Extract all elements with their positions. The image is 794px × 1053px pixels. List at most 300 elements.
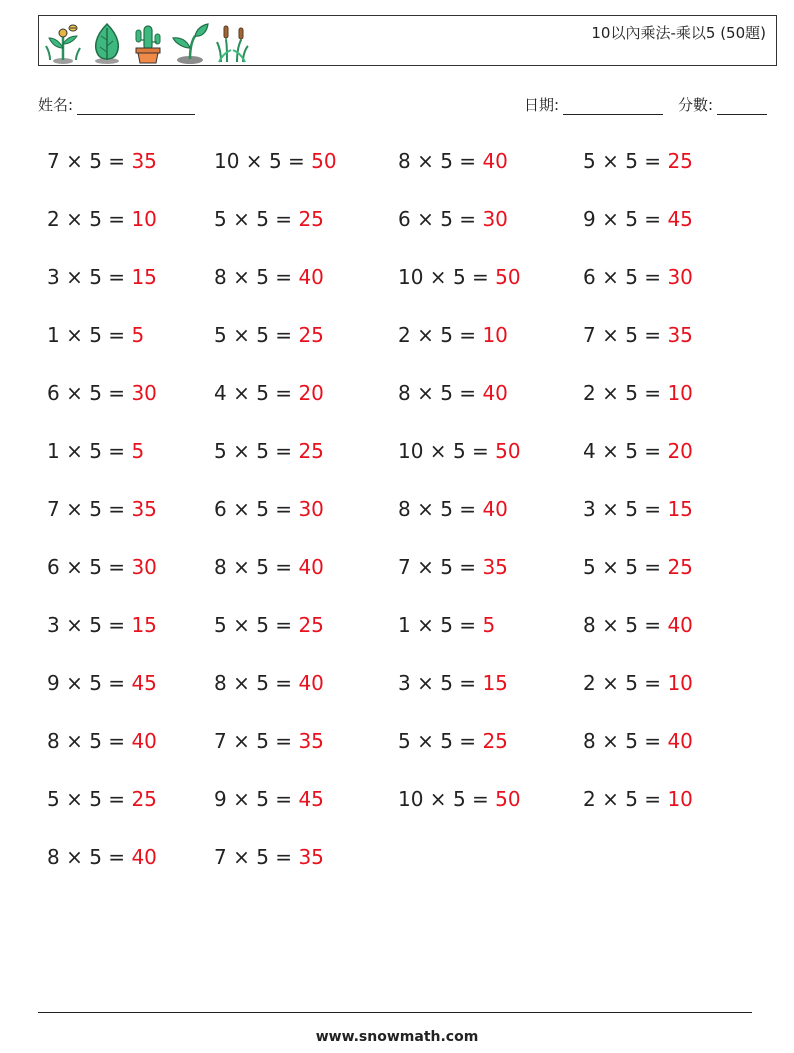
factor-b: 5 (440, 497, 453, 521)
answer: 15 (482, 671, 508, 695)
answer: 20 (298, 381, 324, 405)
equals-sign: = (268, 845, 299, 869)
problem-item (583, 671, 693, 695)
times-sign: × (239, 149, 269, 173)
factor-a: 1 (47, 323, 60, 347)
factor-b: 5 (89, 729, 102, 753)
factor-b: 5 (440, 381, 453, 405)
problem-item (47, 265, 157, 289)
factor-a: 1 (398, 613, 411, 637)
equals-sign: = (452, 323, 483, 347)
answer: 35 (131, 497, 157, 521)
equals-sign: = (268, 729, 299, 753)
factor-b: 5 (89, 207, 102, 231)
factor-b: 5 (440, 671, 453, 695)
answer: 50 (495, 787, 521, 811)
problem-item (398, 497, 508, 521)
factor-b: 5 (89, 787, 102, 811)
equals-sign: = (101, 323, 132, 347)
times-sign: × (59, 381, 90, 405)
factor-a: 10 (214, 149, 240, 173)
equals-sign: = (101, 671, 132, 695)
name-label: 姓名: (38, 96, 74, 114)
answer: 10 (667, 787, 693, 811)
times-sign: × (595, 439, 626, 463)
problem-item (214, 265, 324, 289)
factor-b: 5 (89, 497, 102, 521)
answer: 25 (298, 323, 324, 347)
answer: 30 (667, 265, 693, 289)
times-sign: × (410, 149, 441, 173)
factor-b: 5 (89, 613, 102, 637)
factor-a: 5 (214, 613, 227, 637)
answer: 25 (298, 613, 324, 637)
problem-item (214, 497, 324, 521)
factor-a: 2 (583, 671, 596, 695)
factor-b: 5 (89, 323, 102, 347)
times-sign: × (410, 613, 441, 637)
problem-item (583, 787, 693, 811)
factor-a: 7 (47, 497, 60, 521)
answer: 15 (131, 265, 157, 289)
problem-item (214, 323, 324, 347)
problem-item (583, 207, 693, 231)
equals-sign: = (268, 323, 299, 347)
footer-url: www.snowmath.com (315, 1029, 479, 1045)
factor-a: 2 (583, 381, 596, 405)
problem-item (214, 845, 324, 869)
times-sign: × (595, 729, 626, 753)
answer: 25 (131, 787, 157, 811)
problem-item (214, 439, 324, 463)
factor-b: 5 (89, 555, 102, 579)
times-sign: × (226, 381, 257, 405)
factor-b: 5 (256, 613, 269, 637)
factor-b: 5 (256, 265, 269, 289)
answer: 5 (131, 439, 145, 463)
equals-sign: = (101, 439, 132, 463)
factor-a: 9 (583, 207, 596, 231)
factor-a: 2 (47, 207, 60, 231)
equals-sign: = (101, 497, 132, 521)
times-sign: × (226, 555, 257, 579)
factor-b: 5 (440, 729, 453, 753)
problem-item (214, 729, 324, 753)
answer: 35 (298, 845, 324, 869)
problem-item (583, 729, 693, 753)
answer: 30 (298, 497, 324, 521)
factor-a: 8 (214, 555, 227, 579)
equals-sign: = (268, 207, 299, 231)
equals-sign: = (101, 265, 132, 289)
answer: 25 (298, 439, 324, 463)
answer: 10 (482, 323, 508, 347)
answer: 35 (131, 149, 157, 173)
answer: 40 (298, 265, 324, 289)
problem-item (47, 555, 157, 579)
factor-b: 5 (625, 265, 638, 289)
factor-a: 8 (214, 265, 227, 289)
problem-item (47, 439, 144, 463)
times-sign: × (410, 323, 441, 347)
equals-sign: = (101, 207, 132, 231)
times-sign: × (59, 265, 90, 289)
equals-sign: = (452, 207, 483, 231)
factor-a: 6 (214, 497, 227, 521)
answer: 20 (667, 439, 693, 463)
answer: 40 (667, 613, 693, 637)
times-sign: × (423, 787, 453, 811)
answer: 25 (667, 555, 693, 579)
factor-b: 5 (256, 729, 269, 753)
problem-item (47, 845, 157, 869)
equals-sign: = (101, 845, 132, 869)
date-label: 日期: (524, 96, 560, 114)
equals-sign: = (268, 265, 299, 289)
answer: 10 (667, 671, 693, 695)
problem-item (214, 207, 324, 231)
problem-item (214, 555, 324, 579)
answer: 45 (667, 207, 693, 231)
times-sign: × (59, 439, 90, 463)
factor-b: 5 (256, 787, 269, 811)
times-sign: × (595, 381, 626, 405)
factor-b: 5 (89, 845, 102, 869)
factor-b: 5 (625, 787, 638, 811)
times-sign: × (410, 555, 441, 579)
problem-item (214, 381, 324, 405)
factor-a: 8 (214, 671, 227, 695)
factor-a: 5 (583, 149, 596, 173)
times-sign: × (226, 613, 257, 637)
answer: 35 (667, 323, 693, 347)
factor-a: 8 (398, 149, 411, 173)
factor-a: 8 (47, 729, 60, 753)
equals-sign: = (637, 671, 668, 695)
factor-a: 7 (398, 555, 411, 579)
equals-sign: = (637, 497, 668, 521)
factor-a: 3 (47, 265, 60, 289)
factor-a: 8 (398, 381, 411, 405)
equals-sign: = (268, 555, 299, 579)
times-sign: × (423, 439, 453, 463)
answer: 25 (298, 207, 324, 231)
factor-b: 5 (440, 323, 453, 347)
equals-sign: = (268, 497, 299, 521)
times-sign: × (226, 207, 257, 231)
factor-a: 10 (398, 265, 424, 289)
times-sign: × (226, 497, 257, 521)
answer: 10 (131, 207, 157, 231)
times-sign: × (595, 323, 626, 347)
problem-item (47, 497, 157, 521)
factor-a: 6 (47, 555, 60, 579)
factor-b: 5 (256, 845, 269, 869)
times-sign: × (595, 265, 626, 289)
problem-item (398, 729, 508, 753)
problem-item (398, 613, 495, 637)
factor-b: 5 (256, 497, 269, 521)
answer: 50 (495, 439, 521, 463)
factor-b: 5 (625, 439, 638, 463)
equals-sign: = (281, 149, 312, 173)
factor-b: 5 (268, 149, 282, 173)
problem-item (398, 671, 508, 695)
times-sign: × (59, 555, 90, 579)
problem-item (214, 787, 324, 811)
times-sign: × (59, 787, 90, 811)
equals-sign: = (637, 555, 668, 579)
answer: 30 (482, 207, 508, 231)
times-sign: × (59, 323, 90, 347)
times-sign: × (595, 149, 626, 173)
factor-a: 7 (214, 729, 227, 753)
problem-item (398, 439, 521, 463)
equals-sign: = (465, 439, 496, 463)
answer: 40 (482, 149, 508, 173)
equals-sign: = (452, 671, 483, 695)
factor-b: 5 (256, 555, 269, 579)
factor-a: 8 (47, 845, 60, 869)
factor-b: 5 (89, 671, 102, 695)
factor-a: 3 (47, 613, 60, 637)
factor-b: 5 (256, 671, 269, 695)
problem-item (398, 555, 508, 579)
problem-item (47, 149, 157, 173)
equals-sign: = (637, 787, 668, 811)
answer: 40 (298, 671, 324, 695)
problem-item (214, 149, 337, 173)
problem-item (583, 381, 693, 405)
factor-b: 5 (89, 149, 102, 173)
equals-sign: = (452, 613, 483, 637)
factor-a: 5 (398, 729, 411, 753)
factor-a: 7 (214, 845, 227, 869)
answer: 5 (482, 613, 496, 637)
times-sign: × (410, 381, 441, 405)
factor-b: 5 (89, 381, 102, 405)
footer-divider (38, 1012, 752, 1013)
answer: 25 (667, 149, 693, 173)
equals-sign: = (637, 323, 668, 347)
equals-sign: = (452, 497, 483, 521)
factor-a: 8 (583, 729, 596, 753)
times-sign: × (595, 671, 626, 695)
factor-a: 8 (583, 613, 596, 637)
times-sign: × (226, 439, 257, 463)
equals-sign: = (101, 381, 132, 405)
times-sign: × (226, 787, 257, 811)
factor-b: 5 (89, 439, 102, 463)
equals-sign: = (452, 555, 483, 579)
answer: 40 (482, 497, 508, 521)
factor-b: 5 (256, 381, 269, 405)
problem-item (583, 265, 693, 289)
times-sign: × (595, 497, 626, 521)
equals-sign: = (637, 613, 668, 637)
times-sign: × (59, 149, 90, 173)
answer: 15 (667, 497, 693, 521)
times-sign: × (59, 671, 90, 695)
factor-b: 5 (256, 439, 269, 463)
equals-sign: = (637, 439, 668, 463)
problem-item (583, 323, 693, 347)
times-sign: × (423, 265, 453, 289)
answer: 10 (667, 381, 693, 405)
answer: 5 (131, 323, 145, 347)
equals-sign: = (268, 671, 299, 695)
problem-item (47, 381, 157, 405)
equals-sign: = (452, 381, 483, 405)
factor-b: 5 (440, 149, 453, 173)
factor-a: 3 (398, 671, 411, 695)
factor-b: 5 (452, 439, 466, 463)
factor-a: 5 (583, 555, 596, 579)
factor-a: 6 (398, 207, 411, 231)
factor-a: 7 (47, 149, 60, 173)
answer: 40 (298, 555, 324, 579)
factor-b: 5 (440, 613, 453, 637)
factor-a: 5 (214, 439, 227, 463)
times-sign: × (410, 729, 441, 753)
factor-a: 5 (214, 323, 227, 347)
times-sign: × (59, 845, 90, 869)
times-sign: × (226, 323, 257, 347)
problem-item (47, 323, 144, 347)
equals-sign: = (268, 439, 299, 463)
problem-item (398, 787, 521, 811)
score-label: 分數: (678, 96, 714, 114)
equals-sign: = (452, 149, 483, 173)
factor-a: 7 (583, 323, 596, 347)
equals-sign: = (101, 613, 132, 637)
equals-sign: = (268, 381, 299, 405)
problem-item (47, 671, 157, 695)
factor-b: 5 (256, 323, 269, 347)
equals-sign: = (637, 729, 668, 753)
equals-sign: = (637, 265, 668, 289)
factor-b: 5 (625, 671, 638, 695)
problem-item (583, 613, 693, 637)
answer: 40 (131, 729, 157, 753)
factor-a: 1 (47, 439, 60, 463)
answer: 40 (131, 845, 157, 869)
times-sign: × (226, 729, 257, 753)
times-sign: × (410, 671, 441, 695)
answer: 30 (131, 381, 157, 405)
answer: 40 (667, 729, 693, 753)
sheet-title: 10以內乘法-乘以5 (50題) (591, 24, 766, 42)
problem-item (583, 439, 693, 463)
factor-b: 5 (625, 613, 638, 637)
answer: 15 (131, 613, 157, 637)
equals-sign: = (268, 787, 299, 811)
times-sign: × (595, 787, 626, 811)
factor-b: 5 (625, 207, 638, 231)
problem-item (47, 787, 157, 811)
factor-b: 5 (625, 149, 638, 173)
factor-b: 5 (440, 207, 453, 231)
problem-item (583, 497, 693, 521)
problem-item (398, 149, 508, 173)
factor-b: 5 (625, 729, 638, 753)
factor-b: 5 (440, 555, 453, 579)
answer: 50 (311, 149, 337, 173)
times-sign: × (59, 729, 90, 753)
equals-sign: = (637, 207, 668, 231)
answer: 40 (482, 381, 508, 405)
answer: 30 (131, 555, 157, 579)
problem-item (47, 613, 157, 637)
answer: 45 (131, 671, 157, 695)
times-sign: × (595, 613, 626, 637)
equals-sign: = (465, 787, 496, 811)
problem-item (214, 613, 324, 637)
factor-a: 10 (398, 787, 424, 811)
factor-b: 5 (625, 323, 638, 347)
factor-b: 5 (625, 555, 638, 579)
answer: 25 (482, 729, 508, 753)
problem-item (583, 555, 693, 579)
problem-item (398, 207, 508, 231)
equals-sign: = (101, 729, 132, 753)
equals-sign: = (101, 149, 132, 173)
factor-b: 5 (452, 265, 466, 289)
times-sign: × (410, 207, 441, 231)
times-sign: × (59, 613, 90, 637)
factor-a: 6 (47, 381, 60, 405)
problem-item (47, 207, 157, 231)
factor-a: 5 (214, 207, 227, 231)
factor-a: 5 (47, 787, 60, 811)
problem-item (47, 729, 157, 753)
factor-a: 4 (214, 381, 227, 405)
equals-sign: = (465, 265, 496, 289)
answer: 35 (298, 729, 324, 753)
equals-sign: = (637, 149, 668, 173)
times-sign: × (410, 497, 441, 521)
factor-a: 6 (583, 265, 596, 289)
factor-b: 5 (256, 207, 269, 231)
problem-item (398, 381, 508, 405)
factor-b: 5 (625, 497, 638, 521)
times-sign: × (226, 265, 257, 289)
times-sign: × (59, 497, 90, 521)
equals-sign: = (101, 555, 132, 579)
answer: 35 (482, 555, 508, 579)
factor-b: 5 (89, 265, 102, 289)
times-sign: × (226, 845, 257, 869)
answer: 50 (495, 265, 521, 289)
problem-item (583, 149, 693, 173)
factor-b: 5 (452, 787, 466, 811)
factor-a: 2 (398, 323, 411, 347)
times-sign: × (595, 555, 626, 579)
problem-item (398, 323, 508, 347)
equals-sign: = (101, 787, 132, 811)
factor-b: 5 (625, 381, 638, 405)
problem-item (398, 265, 521, 289)
times-sign: × (595, 207, 626, 231)
equals-sign: = (268, 613, 299, 637)
times-sign: × (226, 671, 257, 695)
factor-a: 10 (398, 439, 424, 463)
factor-a: 2 (583, 787, 596, 811)
factor-a: 9 (47, 671, 60, 695)
times-sign: × (59, 207, 90, 231)
factor-a: 3 (583, 497, 596, 521)
equals-sign: = (637, 381, 668, 405)
